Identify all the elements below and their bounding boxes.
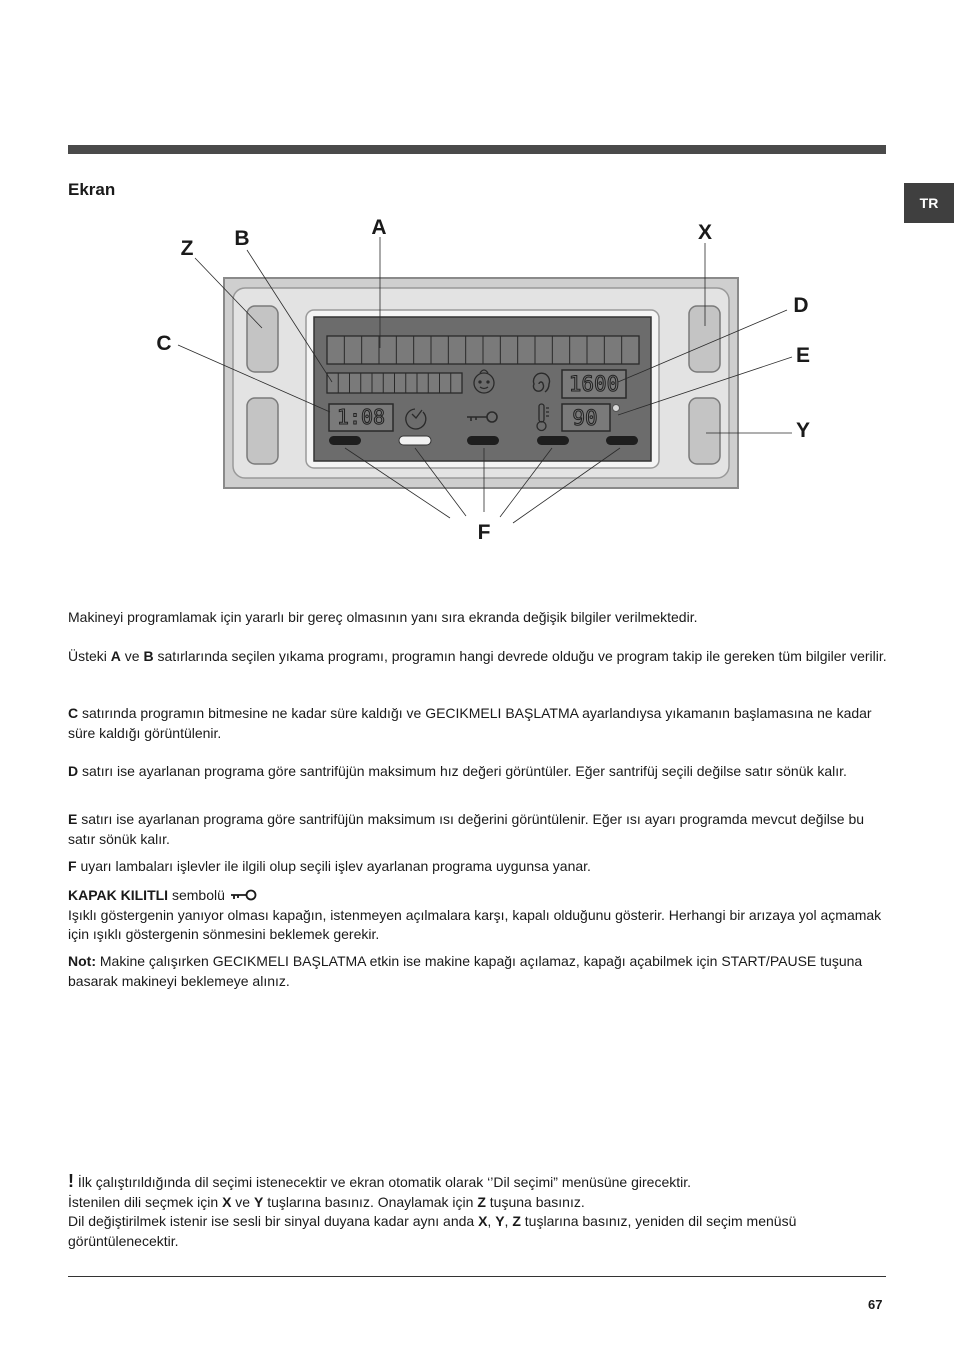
label-x: X (697, 221, 713, 244)
paragraph-note: Not: Makine çalışırken GECIKMELI BAŞLATMA etkin ise makine kapağı açılamaz, kapağı açabilmek için START/PAUSE tuşuna basarak makineyi beklemeye alınız. (68, 953, 863, 989)
paragraph-d: D satırı ise ayarlanan programa göre santrifüjün maksimum hız değeri görüntüler. Eğer santrifüj seçili değilse satır sönük kalır. (68, 763, 847, 779)
label-z: Z (180, 237, 194, 260)
label-e: E (795, 344, 811, 367)
label-c: C (156, 332, 172, 355)
display-c-value: 1:08 (336, 405, 386, 429)
label-b: B (234, 227, 250, 250)
warning-lamp-3 (467, 436, 499, 445)
page-number: 67 (868, 1297, 883, 1312)
warning-lamp-4 (537, 436, 569, 445)
row-b-segments (327, 373, 462, 393)
paragraph-f: F uyarı lambaları işlevler ile ilgili olup seçili işlev ayarlanan programa uygunsa yanar. (68, 858, 591, 874)
label-y: Y (795, 419, 811, 442)
display-e-value: 90 (572, 406, 598, 430)
paragraph-c: C satırında programın bitmesine ne kadar süre kaldığı ve GECIKMELI BAŞLATMA ayarlandıysa yıkamanın başlamasına ne kadar süre kaldığı görüntülenir. (68, 705, 872, 741)
display-diagram (0, 205, 954, 545)
paragraph-intro: Makineyi programlamak için yararlı bir gereç olmasının yanı sıra ekranda değişik bilgiler verilmektedir. (68, 609, 698, 625)
button-x[interactable] (689, 306, 720, 372)
bottom-rule (68, 1276, 886, 1277)
warning-lamp-1 (329, 436, 361, 445)
language-tab: TR (904, 183, 954, 223)
label-a: A (371, 216, 387, 239)
degree-icon (613, 405, 620, 412)
top-rule (68, 145, 886, 154)
warning-icon: ! (68, 1171, 74, 1191)
key-icon (229, 888, 259, 902)
warning-lamp-2 (399, 436, 431, 445)
paragraph-language: ! İlk çalıştırıldığında dil seçimi istenecektir ve ekran otomatik olarak ‘’Dil seçimi” menüsüne girecektir. İstenilen dili seçmek için X ve Y tuşlarına basınız. Onaylamak için Z tuşuna basınız. Dil değiştirilmek istenir ise sesli bir sinyal duyana kadar aynı anda X, Y, Z tuşlarına basınız, yeniden dil seçim menüsü görüntülenecektir. (68, 1171, 797, 1249)
button-left-bottom[interactable] (247, 398, 278, 464)
section-title: Ekran (68, 180, 116, 199)
label-f: F (477, 521, 491, 544)
paragraph-door-lock: KAPAK KILITLI sembolü Işıklı göstergenin yanıyor olması kapağın, istenmeyen açılmalara karşı, kapalı olduğunu gösterir. Herhangi bir arızaya yol açmamak için ışıklı göstergenin sönmesini beklemek gerekir. (68, 887, 882, 942)
button-z[interactable] (247, 306, 278, 372)
paragraph-a-b: Üsteki A ve B satırlarında seçilen yıkama programı, programın hangi devrede olduğu ve program takip ile gereken tüm bilgiler verilir. (68, 648, 887, 664)
row-a-segments (327, 336, 639, 364)
display-d-value: 1600 (568, 372, 620, 396)
label-d: D (793, 294, 809, 317)
button-y[interactable] (689, 398, 720, 464)
warning-lamp-5 (606, 436, 638, 445)
paragraph-e: E satırı ise ayarlanan programa göre santrifüjün maksimum ısı değerini görüntülenir. Eğer ısı ayarı programda mevcut değilse bu satır sönük kalır. (68, 811, 865, 847)
